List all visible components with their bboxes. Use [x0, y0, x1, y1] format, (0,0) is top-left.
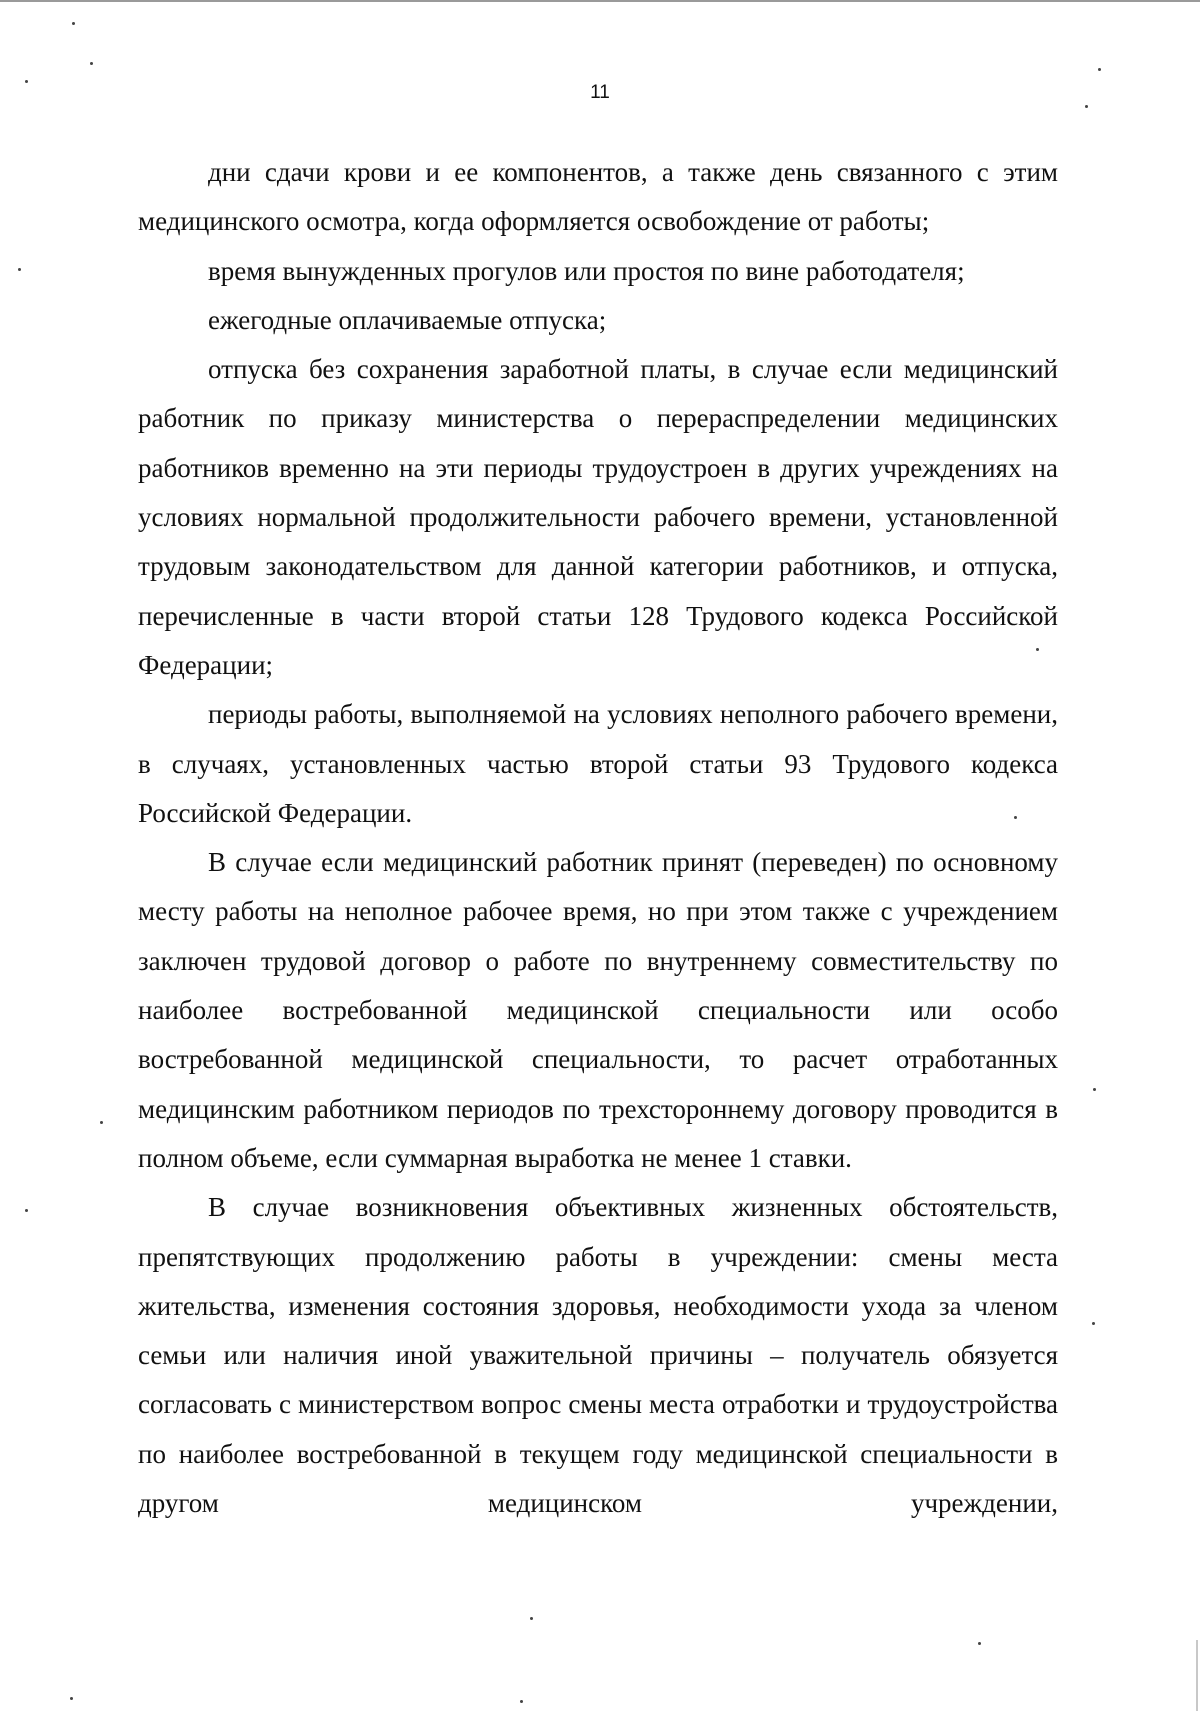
paragraph-annual-leave: ежегодные оплачиваемые отпуска; [208, 304, 607, 335]
paragraph-unpaid-leave: отпуска без сохранения заработной платы, в случае если медицинский работник по приказу министерства о перераспределении медицинских работников временно на эти периоды трудоустроен в других учреждениях на условиях нормальной продолжительности рабочего времени, установленной трудовым законодательством для данной категории работников, и отпуска, перечисленные в части второй статьи 128 Трудового кодекса Российской Федерации; [138, 354, 1058, 680]
paragraph-part-time-periods: периоды работы, выполняемой на условиях неполного рабочего времени, в случаях, установленных частью второй статьи 93 Трудового кодекса Российской Федерации. [138, 699, 1058, 828]
scan-speck [1098, 68, 1101, 71]
scan-right-border [1196, 1640, 1198, 1711]
scan-speck [1085, 105, 1088, 108]
scan-speck [978, 1642, 981, 1645]
scan-speck [530, 1617, 533, 1620]
paragraph-part-time-employment: В случае если медицинский работник принят (переведен) по основному месту работы на неполное рабочее время, но при этом также с учреждением заключен трудовой договор о работе по внутреннему совместительству по наиболее востребованной медицинской специальности или особо востребованной медицинской специальности, то расчет отработанных медицинским работником периодов по трехстороннему договору проводится в полном объеме, если суммарная выработка не менее 1 ставки. [138, 847, 1058, 1173]
scan-speck [25, 80, 28, 83]
scan-speck [70, 1697, 73, 1700]
paragraph-blood-donation-days: дни сдачи крови и ее компонентов, а также день связанного с этим медицинского осмотра, когда оформляется освобождение от работы; [138, 157, 1058, 237]
scan-speck [72, 22, 75, 25]
scan-speck [25, 1209, 28, 1212]
scan-speck [1014, 816, 1017, 819]
scan-speck [18, 268, 21, 271]
paragraph-life-circumstances: В случае возникновения объективных жизненных обстоятельств, препятствующих продолжению работы в учреждении: смены места жительства, изменения состояния здоровья, необходимости ухода за членом семьи или наличия иной уважительной причины – получатель обязуется согласовать с министерством вопрос смены места отработки и трудоустройства по наиболее востребованной в текущем году медицинской специальности в другом медицинском учреждении, [138, 1192, 1058, 1519]
page-number: 11 [590, 82, 610, 103]
scan-speck [1036, 648, 1039, 651]
scan-speck [520, 1700, 523, 1703]
scan-speck [1092, 1322, 1095, 1325]
document-body [138, 148, 1058, 1528]
scan-top-border [0, 0, 1200, 2]
scan-speck [1093, 1088, 1096, 1091]
scan-speck [100, 1121, 103, 1124]
scan-speck [90, 62, 93, 65]
paragraph-forced-absence: время вынужденных прогулов или простоя по вине работодателя; [208, 255, 965, 286]
